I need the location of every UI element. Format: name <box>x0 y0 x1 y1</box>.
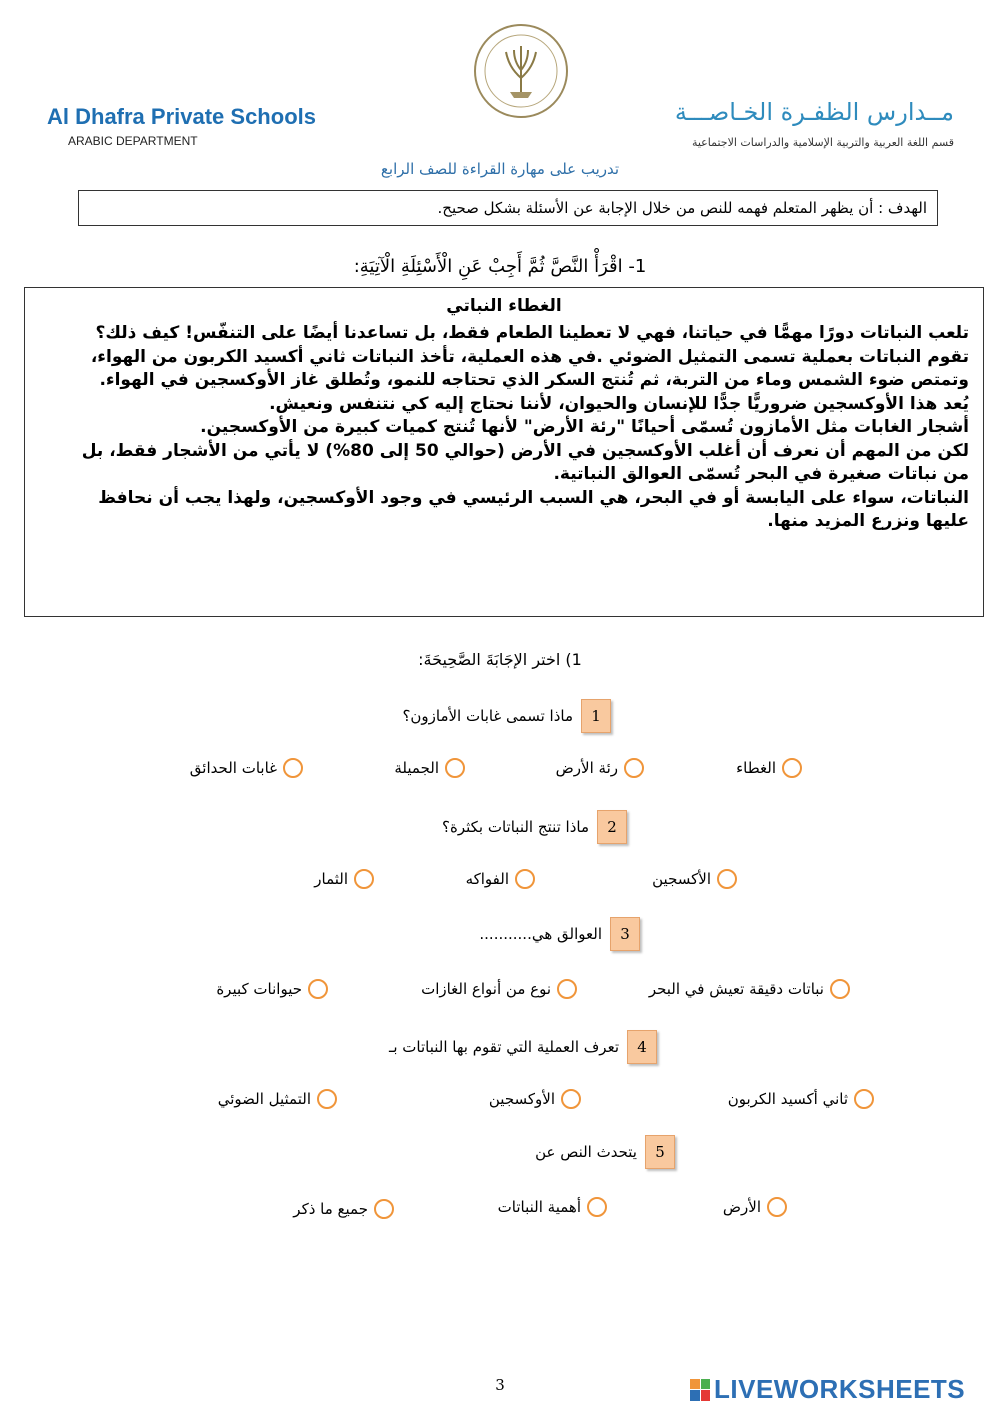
option-label: الغطاء <box>736 759 776 777</box>
radio-button-icon[interactable] <box>557 979 577 999</box>
option-label: الأكسجين <box>652 870 711 888</box>
radio-button-icon[interactable] <box>767 1197 787 1217</box>
radio-button-icon[interactable] <box>717 869 737 889</box>
question-number-box: 4 <box>627 1030 657 1064</box>
page-number: 3 <box>495 1376 505 1394</box>
question-5 <box>535 1135 675 1169</box>
option-q5-c[interactable] <box>293 1199 394 1219</box>
option-label: ثاني أكسيد الكربون <box>727 1090 848 1108</box>
option-q1-d[interactable] <box>190 758 303 778</box>
option-label: الجميلة <box>394 759 439 777</box>
option-label: نباتات دقيقة تعيش في البحر <box>648 980 824 998</box>
department-english: ARABIC DEPARTMENT <box>68 134 198 148</box>
question-2 <box>442 810 627 844</box>
option-label: الثمار <box>314 870 348 888</box>
radio-button-icon[interactable] <box>317 1089 337 1109</box>
passage-body <box>39 322 969 534</box>
option-q5-a[interactable] <box>723 1197 787 1217</box>
liveworksheets-brand[interactable] <box>690 1374 965 1405</box>
brand-name: LIVEWORKSHEETS <box>714 1374 966 1404</box>
section-title: 1) اختر الإجَابَةَ الصَّحِيحَةَ: <box>418 650 582 669</box>
option-q3-b[interactable] <box>421 979 577 999</box>
option-q2-a[interactable] <box>652 869 737 889</box>
radio-button-icon[interactable] <box>782 758 802 778</box>
department-arabic: قسم اللغة العربية والتربية الإسلامية والدراسات الاجتماعية <box>691 136 954 149</box>
option-q2-b[interactable] <box>466 869 535 889</box>
question-text: يتحدث النص عن <box>535 1143 637 1161</box>
radio-button-icon[interactable] <box>354 869 374 889</box>
option-label: رئة الأرض <box>555 759 618 777</box>
passage-line: من نباتات صغيرة في البحر تُسمّى العوالق النباتية. <box>553 464 969 484</box>
option-label: التمثيل الضوئي <box>217 1090 311 1108</box>
question-3 <box>479 917 640 951</box>
radio-button-icon[interactable] <box>587 1197 607 1217</box>
passage-line: وتمتص ضوء الشمس وماء من التربة، ثم تُنتج السكر الذي تحتاجه للنمو، وتُطلق غاز الأوكسجين في الهواء. <box>99 370 969 390</box>
question-4 <box>389 1030 657 1064</box>
passage-line: تقوم النباتات بعملية تسمى التمثيل الضوئي .في هذه العملية، تأخذ النباتات ثاني أكسيد الكربون من الهواء، <box>90 346 969 367</box>
option-q3-c[interactable] <box>216 979 328 999</box>
goal-text: الهدف : أن يظهر المتعلم فهمه للنص من خلال الإجابة عن الأسئلة بشكل صحيح. <box>437 199 927 217</box>
option-label: جميع ما ذكر <box>293 1200 368 1218</box>
question-1 <box>402 699 611 733</box>
instruction: 1- اقْرَأْ النَّصَّ ثُمَّ أَجِبْ عَنِ الْأَسْئِلَةِ الْآتِيَةِ: <box>353 256 647 277</box>
school-logo-icon <box>472 22 570 120</box>
option-label: غابات الحدائق <box>189 759 277 777</box>
radio-button-icon[interactable] <box>830 979 850 999</box>
option-label: الفواكه <box>465 870 509 888</box>
option-label: الأرض <box>722 1198 761 1216</box>
radio-button-icon[interactable] <box>561 1089 581 1109</box>
radio-button-icon[interactable] <box>515 869 535 889</box>
passage-box <box>24 287 984 617</box>
school-name-arabic: مــدارس الظفـرة الخـاصـــة <box>674 98 954 126</box>
option-q1-b[interactable] <box>556 758 644 778</box>
radio-button-icon[interactable] <box>308 979 328 999</box>
passage-title: الغطاء النباتي <box>446 296 562 316</box>
option-q1-a[interactable] <box>736 758 802 778</box>
question-number-box: 2 <box>597 810 627 844</box>
option-q4-a[interactable] <box>728 1089 874 1109</box>
option-q2-c[interactable] <box>314 869 374 889</box>
liveworksheets-logo-icon <box>690 1379 710 1401</box>
goal-box <box>78 190 938 226</box>
option-label: نوع من أنواع الغازات <box>421 980 551 998</box>
option-q4-b[interactable] <box>489 1089 581 1109</box>
radio-button-icon[interactable] <box>283 758 303 778</box>
option-q4-c[interactable] <box>218 1089 337 1109</box>
question-text: ماذا تسمى غابات الأمازون؟ <box>402 707 573 725</box>
option-q1-c[interactable] <box>394 758 465 778</box>
question-number-box: 1 <box>581 699 611 733</box>
radio-button-icon[interactable] <box>445 758 465 778</box>
passage-line: لكن من المهم أن نعرف أن أغلب الأوكسجين في الأرض (حوالي 50 إلى 80%) لا يأتي من الأشجار فقط، بل <box>81 440 969 461</box>
passage-line: تلعب النباتات دورًا مهمًّا في حياتنا، فهي لا تعطينا الطعام فقط، بل تساعدنا أيضًا على التنفّس! كيف ذلك؟ <box>95 323 969 343</box>
radio-button-icon[interactable] <box>374 1199 394 1219</box>
question-text: العوالق هي........... <box>479 925 602 943</box>
question-text: تعرف العملية التي تقوم بها النباتات بـ <box>388 1038 619 1056</box>
radio-button-icon[interactable] <box>624 758 644 778</box>
passage-line: يُعد هذا الأوكسجين ضروريًّا جدًّا للإنسان والحيوان، لأننا نحتاج إليه كي نتنفس ونعيش. <box>269 393 969 414</box>
option-label: حيوانات كبيرة <box>216 980 302 998</box>
option-q5-b[interactable] <box>498 1197 607 1217</box>
passage-line: النباتات، سواء على اليابسة أو في البحر، هي السبب الرئيسي في وجود الأوكسجين، ولهذا يجب أن نحافظ <box>98 487 969 508</box>
option-label: أهمية النباتات <box>497 1198 581 1216</box>
training-title: تدريب على مهارة القراءة للصف الرابع <box>380 160 620 178</box>
question-number-box: 3 <box>610 917 640 951</box>
option-label: الأوكسجين <box>488 1090 555 1108</box>
question-number-box: 5 <box>645 1135 675 1169</box>
passage-line: أشجار الغابات مثل الأمازون تُسمّى أحيانًا "رئة الأرض" لأنها تُنتج كميات كبيرة من الأوكسجين. <box>200 417 969 437</box>
question-text: ماذا تنتج النباتات بكثرة؟ <box>442 818 589 836</box>
school-name-english: Al Dhafra Private Schools <box>47 104 316 129</box>
passage-line: عليها ونزرع المزيد منها. <box>767 511 969 531</box>
option-q3-a[interactable] <box>649 979 850 999</box>
radio-button-icon[interactable] <box>854 1089 874 1109</box>
